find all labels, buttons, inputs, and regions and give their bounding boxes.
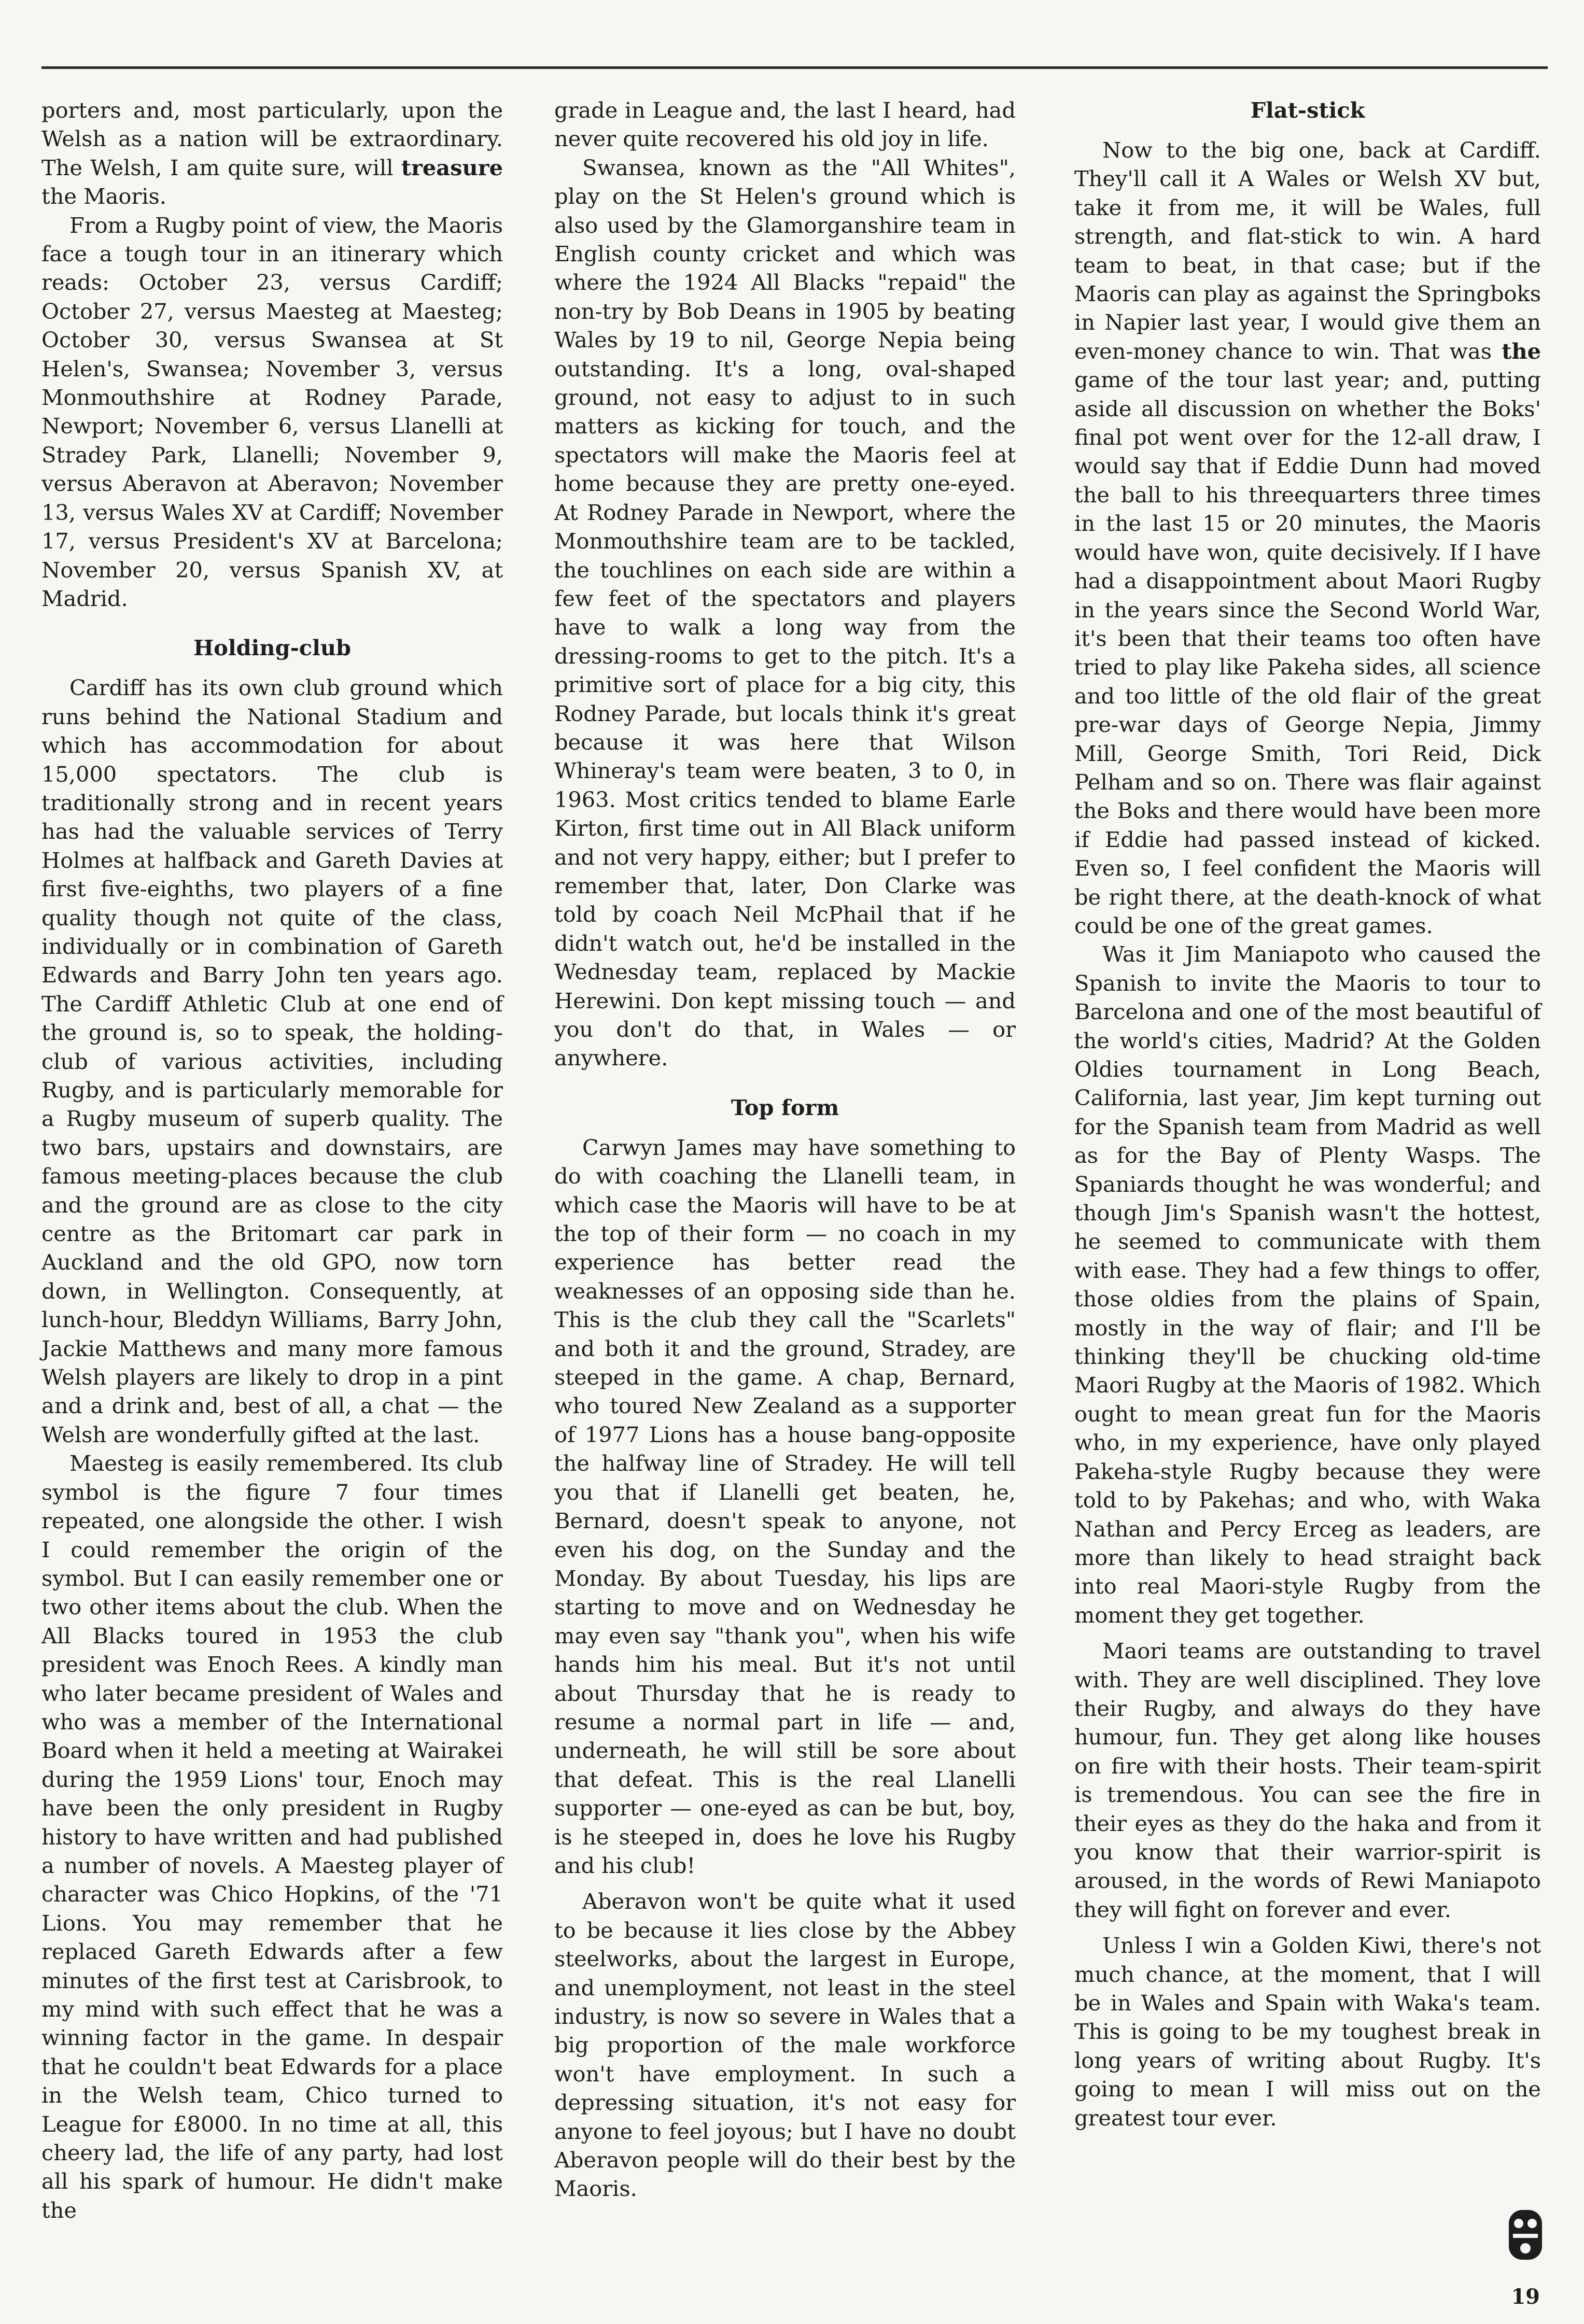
article-column-2 [554,96,1016,2203]
paragraph: Swansea, known as the "All Whites", play on the St Helen's ground which is also used by the Glamorganshire team in English county cricket and which was where the 1924 All Blacks "repaid" the non-try by Bob Deans in 1905 by beating Wales by 19 to nil, George Nepia being outstanding. It's a long, oval-shaped ground, not easy to adjust to in such matters as kicking for touch, and the spectators will make the Maoris feel at home because they are pretty one-eyed. At Rodney Parade in Newport, where the Monmouthshire team are to be tackled, the touchlines on each side are within a few feet of the spectators and players have to walk a long way from the dressing-rooms to get to the pitch. It's a primitive sort of place for a big city, this Rodney Parade, but locals think it's great because it was here that Wilson Whineray's team were beaten, 3 to 0, in 1963. Most critics tended to blame Earle Kirton, first time out in All Black uniform and not very happy, either; but I prefer to remember that, later, Don Clarke was told by coach Neil McPhail that if he didn't watch out, he'd be installed in the Wednesday team, replaced by Mackie Herewini. Don kept missing touch — and you don't do that, in Wales — or anywhere. [554,154,1016,1071]
paragraph: Maesteg is easily remembered. Its club symbol is the figure 7 four times repeated, one alongside the other. I wish I could remember the origin of the symbol. But I can easily remember one or two other items about the club. When the All Blacks toured in 1953 the club president was Enoch Rees. A kindly man who later became president of Wales and who was a member of the International Board when it held a meeting at Wairakei during the 1959 Lions' tour, Enoch may have been the only president in Rugby history to have written and had published a number of novels. A Maesteg player of character was Chico Hopkins, of the '71 Lions. You may remember that he replaced Gareth Edwards after a few minutes of the first test at Carisbrook, to my mind with such effect that he was a winning factor in the game. In despair that he couldn't beat Edwards for a place in the Welsh team, Chico turned to League for £8000. In no time at all, this cheery lad, the life of any party, had lost all his spark of humour. He didn't make the [41,1450,503,2223]
paragraph: Now to the big one, back at Cardiff. They'll call it A Wales or Welsh XV but, take it from me, it will be Wales, full strength, and flat-stick to win. A hard team to beat, in that case; but if the Maoris can play as against the Springboks in Napier last year, I would give them an even-money chance to win. That was the game of the tour last year; and, putting aside all discussion on whether the Boks' final pot went over for the 12-all draw, I would say that if Eddie Dunn had moved the ball to his threequarters three times in the last 15 or 20 minutes, the Maoris would have won, quite decisively. If I have had a disappointment about Maori Rugby in the years since the Second World War, it's been that their teams too often have tried to play like Pakeha sides, all science and too little of the old flair of the great pre-war days of George Nepia, Jimmy Mill, George Smith, Tori Reid, Dick Pelham and so on. There was flair against the Boks and there would have been more if Eddie had passed instead of kicked. Even so, I feel confident the Maoris will be right there, at the death-knock of what could be one of the great games. [1074,137,1541,938]
page-number: 19 [1511,2285,1540,2309]
magazine-emblem-icon [1506,2208,1545,2262]
paragraph: Unless I win a Golden Kiwi, there's not much chance, at the moment, that I will be in Wales and Spain with Waka's team. This is going to be my toughest break in long years of writing about Rugby. It's going to mean I will miss out on the greatest tour ever. [1074,1933,1541,2131]
paragraph: grade in League and, the last I heard, had never quite recovered his old joy in life. [554,97,1016,152]
section-heading-top-form: Top form [731,1094,839,1120]
paragraph: Carwyn James may have something to do with coaching the Llanelli team, in which case the Maoris will have to be at the top of their form — no coach in my experience has better read the weaknesses of an opposing side than he. This is the club they call the "Scarlets" and both it and the ground, Stradey, are steeped in the game. A chap, Bernard, who toured New Zealand as a supporter of 1977 Lions has a house bang-opposite the halfway line of Stradey. He will tell you that if Llanelli get beaten, he, Bernard, doesn't speak to anyone, not even his dog, on the Sunday and the Monday. By about Tuesday, his lips are starting to move and on Wednesday he may even say "thank you", when his wife hands him his meal. But it's not until about Thursday that he is ready to resume a normal part in life — and, underneath, he will still be sore about that defeat. This is the real Llanelli supporter — one-eyed as can be but, boy, is he steeped in, does he love his Rugby and his club! [554,1134,1016,1878]
paragraph: From a Rugby point of view, the Maoris face a tough tour in an itinerary which reads: October 23, versus Cardiff; October 27, versus Maesteg at Maesteg; October 30, versus Swansea at St Helen's, Swansea; November 3, versus Monmouthshire at Rodney Parade, Newport; November 6, versus Llanelli at Stradey Park, Llanelli; November 9, versus Aberavon at Aberavon; November 13, versus Wales XV at Cardiff; November 17, versus President's XV at Barcelona; November 20, versus Spanish XV, at Madrid. [41,212,503,611]
paragraph: porters and, most particularly, upon the Welsh as a nation will be extraordinary. The Welsh, I am quite sure, will treasure the Maoris. [41,97,503,209]
top-rule [41,66,1548,69]
article-column-1 [41,96,503,2224]
paragraph: Aberavon won't be quite what it used to be because it lies close by the Abbey steelworks, about the largest in Europe, and unemployment, not least in the steel industry, is now so severe in Wales that a big proportion of the male workforce won't have employment. In such a depressing situation, it's not easy for anyone to feel joyous; but I have no doubt Aberavon people will do their best by the Maoris. [554,1889,1016,2202]
paragraph: Cardiff has its own club ground which runs behind the National Stadium and which has accommodation for about 15,000 spectators. The club is traditionally strong and in recent years has had the valuable services of Terry Holmes at halfback and Gareth Davies at first five-eighths, two players of a fine quality though not quite of the class, individually or in combination of Gareth Edwards and Barry John ten years ago. The Cardiff Athletic Club at one end of the ground is, so to speak, the holding-club of various activities, including Rugby, and is particularly memorable for a Rugby museum of superb quality. The two bars, upstairs and downstairs, are famous meeting-places because the club and the ground are as close to the city centre as the Britomart car park in Auckland and the old GPO, now torn down, in Wellington. Consequently, at lunch-hour, Bleddyn Williams, Barry John, Jackie Matthews and many more famous Welsh players are likely to drop in a pint and a drink and, best of all, a chat — the Welsh are wonderfully gifted at the last. [41,675,503,1447]
section-heading-holding-club: Holding-club [193,635,352,661]
section-heading-flat-stick: Flat-stick [1250,97,1365,123]
paragraph: Was it Jim Maniapoto who caused the Spanish to invite the Maoris to tour to Barcelona and one of the most beautiful of the world's cities, Madrid? At the Golden Oldies tournament in Long Beach, California, last year, Jim kept turning out for the Spanish team from Madrid as well as for the Bay of Plenty Wasps. The Spaniards thought he was wonderful; and though Jim's Spanish wasn't the hottest, he seemed to communicate with them with ease. They had a few things to offer, those oldies from the plains of Spain, mostly in the way of flair; and I'll be thinking they'll be chucking old-time Maori Rugby at the Maoris of 1982. Which ought to mean great fun for the Maoris who, in my experience, have only played Pakeha-style Rugby because they were told to by Pakehas; and who, with Waka Nathan and Percy Erceg as leaders, are more than likely to head straight back into real Maori-style Rugby from the moment they get together. [1074,941,1541,1628]
paragraph: Maori teams are outstanding to travel with. They are well disciplined. They love their Rugby, and always do they have humour, fun. They get along like houses on fire with their hosts. Their team-spirit is tremendous. You can see the fire in their eyes as they do the haka and from it you know that their warrior-spirit is aroused, in the words of Rewi Maniapoto they will fight on forever and ever. [1074,1638,1541,1922]
article-column-3 [1074,96,1541,2132]
